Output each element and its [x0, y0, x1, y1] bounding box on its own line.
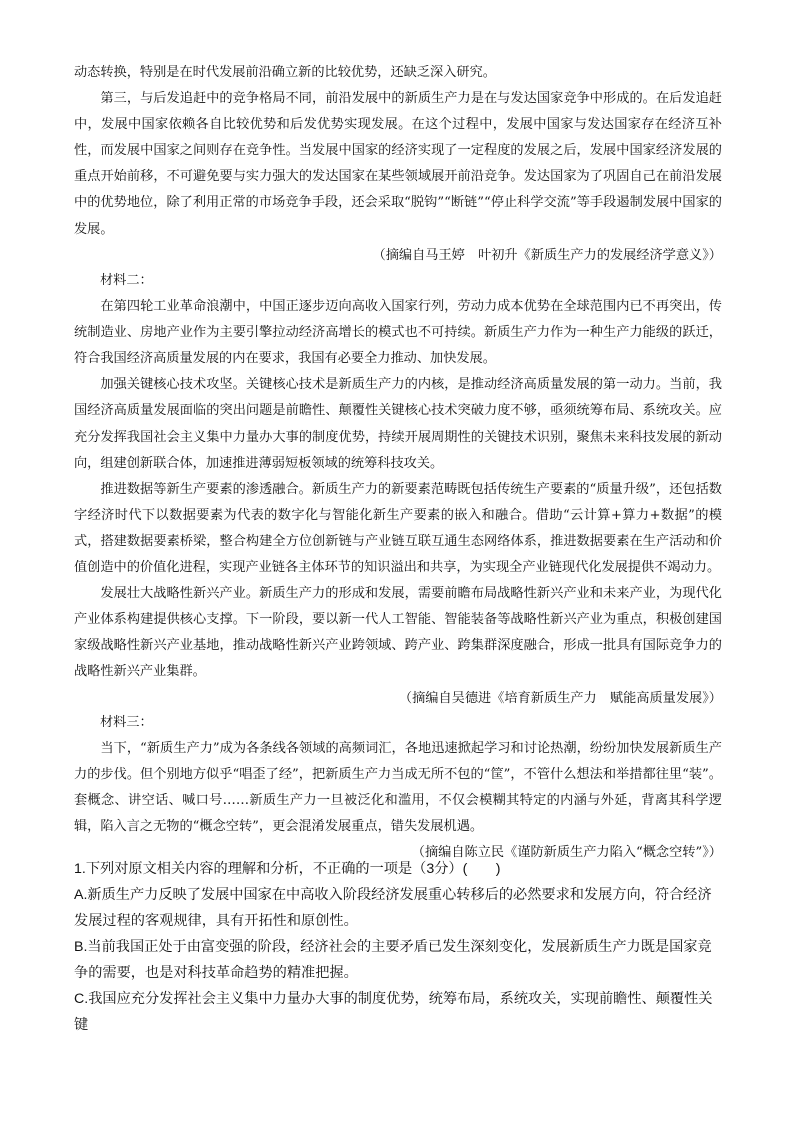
source-citation: （摘编自吴德进《培育新质生产力 赋能高质量发展》） [398, 690, 722, 706]
paragraph: 推进数据等新生产要素的渗透融合。新质生产力的新要素范畴既包括传统生产要素的“质量升级”，还包括数字经济时代下以数据要素为代表的数字化与智能化新生产要素的嵌入和融合。借助“云计算+算力+数据”的模式，搭建数据要素桥梁，整合构建全方位创新链与产业链互联互通生态网络体系，推进数据要素在生产活动和价值创造中的价值化进程，实现产业链各主体环节的知识溢出和共享，为实现全产业链现代化发展提供不竭动力。 [74, 481, 722, 576]
paragraph: 动态转换，特别是在时代发展前沿确立新的比较优势，还缺乏深入研究。 [74, 65, 496, 80]
paragraph: 发展壮大战略性新兴产业。新质生产力的形成和发展，需要前瞻布局战略性新兴产业和未来产业，为现代化产业体系构建提供核心支撑。下一阶段，要以新一代人工智能、智能装备等战略性新兴产业为重点，积极创建国家级战略性新兴产业基地，推动战略性新兴产业跨领域、跨产业、跨集群深度融合，形成一批具有国际竞争力的战略性新兴产业集群。 [74, 586, 722, 680]
option-a: A.新质生产力反映了发展中国家在中高收入阶段经济发展重心转移后的必然要求和发展方向，符合经济发展过程的客观规律，具有开拓性和原创性。 [74, 887, 712, 929]
option-b: B.当前我国正处于由富变强的阶段，经济社会的主要矛盾已发生深刻变化，发展新质生产力既是国家竞争的需要，也是对科技革命趋势的精准把握。 [74, 939, 712, 981]
material-label: 材料三： [100, 715, 153, 730]
paragraph: 加强关键核心技术攻坚。关键核心技术是新质生产力的内核，是推动经济高质量发展的第一动力。当前，我国经济高质量发展面临的突出问题是前瞻性、颠覆性关键核心技术突破力度不够，亟须统筹布局、系统攻关。应充分发挥我国社会主义集中力量办大事的制度优势，持续开展周期性的关键技术识别，聚焦未来科技发展的新动向，组建创新联合体，加速推进薄弱短板领域的统筹科技攻关。 [74, 377, 722, 471]
paragraph: 在第四轮工业革命浪潮中，中国正逐步迈向高收入国家行列，劳动力成本优势在全球范围内已不再突出，传统制造业、房地产业作为主要引擎拉动经济高增长的模式也不可持续。新质生产力作为一种生产力能级的跃迁，符合我国经济高质量发展的内在要求，我国有必要全力推动、加快发展。 [74, 299, 722, 367]
option-c: C.我国应充分发挥社会主义集中力量办大事的制度优势，统筹布局，系统攻关，实现前瞻性、颠覆性关键 [74, 991, 713, 1033]
question-stem: 1.下列对原文相关内容的理解和分析，不正确的一项是（3分）( ) [74, 861, 501, 877]
material-2 [74, 268, 722, 712]
paragraph: 第三，与后发追赶中的竞争格局不同，前沿发展中的新质生产力是在与发达国家竞争中形成的。在后发追赶中，发展中国家依赖各自比较优势和后发优势实现发展。在这个过程中，发展中国家与发达国家存在经济互补性，而发展中国家之间则存在竞争性。当发展中国家的经济实现了一定程度的发展之后，发展中国家经济发展的重点开始前移，不可避免要与实力强大的发达国家在某些领域展开前沿竞争。发达国家为了巩固自己在前沿发展中的优势地位，除了利用正常的市场竞争手段，还会采取“脱钩”“断链”“停止科学交流”等手段遏制发展中国家的发展。 [74, 91, 722, 237]
paragraph: 当下，“新质生产力”成为各条线各领域的高频词汇，各地迅速掀起学习和讨论热潮，纷纷加快发展新质生产力的步伐。但个别地方似乎“唱歪了经”，把新质生产力当成无所不包的“筐”，不管什么想法和举措都往里“装”。套概念、讲空话、喊口号……新质生产力一旦被泛化和滥用，不仅会模糊其特定的内涵与外延，背离其科学逻辑，陷入言之无物的“概念空转”，更会混淆发展重点，错失发展机遇。 [74, 741, 722, 835]
question-1 [74, 856, 722, 1038]
material-1-tail [74, 60, 722, 269]
material-label: 材料二： [100, 273, 153, 288]
source-citation: （摘编自马王婷 叶初升《新质生产力的发展经济学意义》） [372, 247, 722, 263]
source-citation: （摘编自陈立民《谨防新质生产力陷入“概念空转”》） [411, 845, 722, 861]
material-3 [74, 710, 722, 867]
